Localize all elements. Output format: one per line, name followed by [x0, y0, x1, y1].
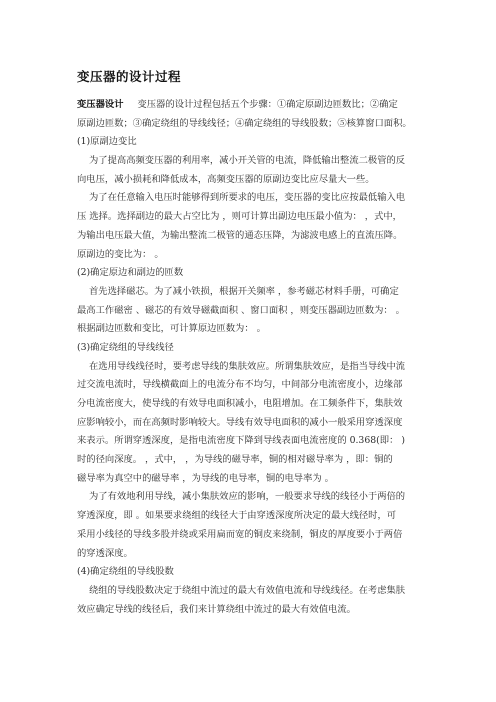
paragraph-line: 采用小线径的导线多股并绕或采用扁而宽的铜皮来绕制，铜皮的厚度要小于两倍	[77, 528, 403, 540]
paragraph-line: 磁导率为真空中的磁导率 ，为导线的电导率，铜的电导率为 。	[77, 472, 334, 484]
paragraph-line: 绕组的导线股数决定于绕组中流过的最大有效值电流和导线线径。在考虑集肤	[89, 584, 406, 596]
paragraph-line: 向电压，减小损耗和降低成本，高频变压器的原副边变比应尽量大一些。	[77, 173, 375, 185]
intro-line-1	[77, 96, 425, 115]
page-title: 变压器的设计过程	[77, 69, 182, 84]
paragraph-line: 应影响较小，而在高频时影响较大。导线有效导电面积的减小一般采用穿透深度	[77, 416, 403, 428]
paragraph-line: 来表示。所谓穿透深度，是指电流密度下降到导线表面电流密度的 0.368(即： )	[77, 435, 405, 447]
paragraph-line: 穿透深度，即 。如果要求绕组的线径大于由穿透深度所决定的最大线径时，可	[77, 510, 397, 522]
paragraph-line: 时的径向深度。 ，式中， ，为导线的磁导率，铜的相对磁导率为 ，即：铜的	[77, 454, 393, 466]
paragraph-line: 为输出电压最大值，为输出整流二极管的通态压降，为滤波电感上的直流压降。	[77, 229, 403, 241]
paragraph-line: 分电流密度大，使导线的有效导电面积减小，电阻增加。在工频条件下，集肤效	[77, 398, 403, 409]
paragraph-line: 过交流电流时，导线横截面上的电流分布不均匀，中间部分电流密度小，边缘部	[77, 379, 403, 391]
intro-text-1: 变压器的设计过程包括五个步骤：①确定原副边匝数比；②确定	[137, 99, 398, 110]
section-heading: (2)确定原边和副边的匝数	[77, 267, 184, 279]
paragraph-line: 原副边的变比为： 。	[77, 248, 164, 260]
paragraph-line: 最高工作磁密 、磁芯的有效导磁截面积 、窗口面积 ，则变压器副边匝数为： 。	[77, 304, 405, 316]
paragraph-line: 效应确定导线的线径后，我们来计算绕组中流过的最大有效值电流。	[77, 603, 356, 615]
paragraph-line: 在选用导线线径时，要考虑导线的集肤效应。所谓集肤效应，是指当导线中流	[89, 360, 406, 372]
section-heading: (4)确定绕组的导线股数	[77, 566, 174, 578]
intro-line-2: 原副边匝数；③确定绕组的导线线径；④确定绕组的导线股数；⑤核算窗口面积。	[77, 117, 412, 129]
paragraph-line: 为了提高高频变压器的利用率，减小开关管的电流，降低输出整流二极管的反	[89, 155, 406, 167]
paragraph-line: 首先选择磁芯。为了减小铁损，根据开关频率 ，参考磁芯材料手册，可确定	[89, 285, 399, 297]
intro-lead: 变压器设计	[77, 99, 124, 110]
paragraph-line: 压 选择。选择副边的最大占空比为 ，则可计算出副边电压最小值为： ，式中，	[77, 211, 402, 223]
paragraph-line: 根据副边匝数和变比，可计算原边匝数为： 。	[77, 323, 266, 335]
document-body	[77, 96, 425, 619]
section-heading: (1)原副边变比	[77, 136, 137, 148]
paragraph-line: 为了有效地利用导线，减小集肤效应的影响，一般要求导线的线径小于两倍的	[89, 491, 406, 503]
paragraph-line: 的穿透深度。	[77, 547, 133, 559]
paragraph-line: 为了在任意输入电压时能够得到所要求的电压，变压器的变比应按最低输入电	[89, 192, 406, 204]
section-heading: (3)确定绕组的导线线径	[77, 341, 174, 353]
